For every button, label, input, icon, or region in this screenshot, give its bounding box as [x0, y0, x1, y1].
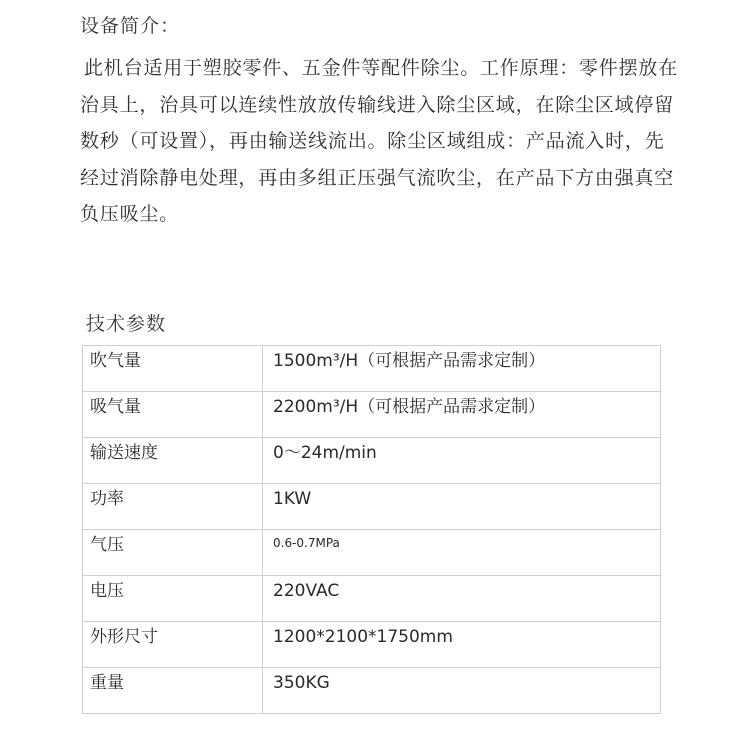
spec-label: 吸气量	[83, 392, 263, 438]
table-row	[83, 530, 661, 576]
spec-label: 外形尺寸	[83, 622, 263, 668]
spec-label: 重量	[83, 668, 263, 714]
spec-label: 功率	[83, 484, 263, 530]
intro-paragraph	[80, 50, 680, 233]
intro-line: 数秒（可设置），再由输送线流出。除尘区域组成：产品流入时，先	[80, 130, 665, 152]
intro-line: 此机台适用于塑胶零件、五金件等配件除尘。工作原理：零件摆放在	[84, 57, 679, 79]
spec-label: 吹气量	[83, 346, 263, 392]
spec-value: 0～24m/min	[263, 438, 661, 484]
table-row	[83, 346, 661, 392]
spec-label: 电压	[83, 576, 263, 622]
spec-table	[82, 345, 661, 714]
intro-heading: 设备简介：	[80, 15, 181, 37]
spec-value: 1200*2100*1750mm	[263, 622, 661, 668]
table-row	[83, 484, 661, 530]
table-row	[83, 576, 661, 622]
spec-heading: 技术参数	[86, 313, 167, 335]
table-row	[83, 438, 661, 484]
spec-value: 350KG	[263, 668, 661, 714]
spec-label: 气压	[83, 530, 263, 576]
spec-label: 输送速度	[83, 438, 263, 484]
table-row	[83, 392, 661, 438]
spec-value: 0.6-0.7MPa	[263, 530, 661, 576]
spec-value: 1KW	[263, 484, 661, 530]
intro-line: 负压吸尘。	[80, 203, 180, 225]
spec-value: 1500m³/H（可根据产品需求定制）	[263, 346, 661, 392]
spec-value: 220VAC	[263, 576, 661, 622]
intro-line: 经过消除静电处理，再由多组正压强气流吹尘，在产品下方由强真空	[80, 166, 675, 189]
spec-value: 2200m³/H（可根据产品需求定制）	[263, 392, 661, 438]
table-row	[83, 668, 661, 714]
table-row	[83, 622, 661, 668]
intro-line: 治具上，治具可以连续性放放传输线进入除尘区域，在除尘区域停留	[80, 93, 675, 116]
